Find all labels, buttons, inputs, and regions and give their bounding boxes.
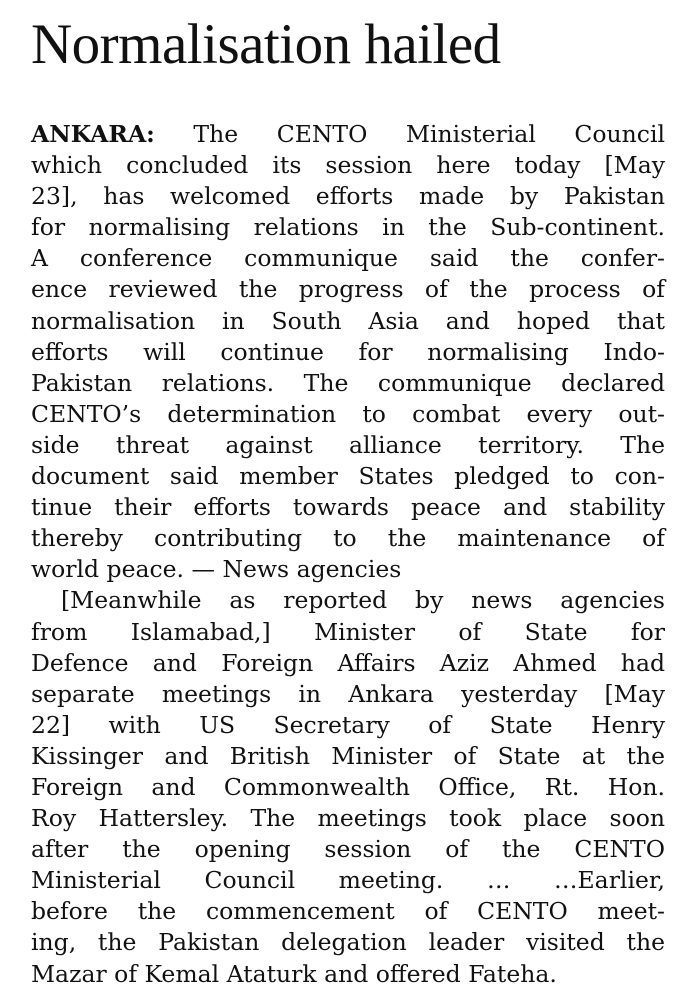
article-line: [Meanwhile as reported by news agencies [61, 586, 665, 615]
article-line: ence reviewed the progress of the process of [31, 275, 665, 304]
article-line: from Islamabad,] Minister of State for [31, 617, 665, 646]
article-line [31, 119, 665, 150]
headline: Normalisation hailed [31, 13, 501, 76]
article-line: Defence and Foreign Affairs Aziz Ahmed had [31, 648, 665, 677]
article-line-text: The CENTO Ministerial Council [154, 120, 665, 148]
article-line: efforts will continue for normalising Indo- [31, 337, 665, 366]
article-line: document said member States pledged to con- [31, 462, 665, 491]
article-line: after the opening session of the CENTO [31, 835, 665, 864]
article-line: Roy Hattersley. The meetings took place soon [31, 804, 665, 833]
article-line: normalisation in South Asia and hoped that [31, 306, 665, 335]
article-line: Ministerial Council meeting. … …Earlier, [31, 866, 665, 895]
article-line: 22] with US Secretary of State Henry [31, 710, 665, 739]
article-line: thereby contributing to the maintenance of [31, 524, 665, 553]
article-line: CENTO’s determination to combat every out- [31, 399, 665, 428]
article-body [31, 119, 665, 990]
article-line: world peace. — News agencies [31, 555, 402, 584]
article-line: A conference communique said the confer- [31, 244, 665, 273]
article-line: Pakistan relations. The communique declared [31, 368, 665, 397]
article-line: tinue their efforts towards peace and stability [31, 493, 665, 522]
article-line: separate meetings in Ankara yesterday [May [31, 679, 665, 708]
article-line: ing, the Pakistan delegation leader visited the [31, 928, 665, 957]
article-line: Mazar of Kemal Ataturk and offered Fateha. [31, 959, 557, 988]
article-line: side threat against alliance territory. The [31, 430, 665, 459]
article-line: 23], has welcomed efforts made by Pakistan [31, 182, 665, 211]
dateline: ANKARA: [31, 120, 155, 148]
article-line: Kissinger and British Minister of State at the [31, 741, 665, 770]
article-line: Foreign and Commonwealth Office, Rt. Hon. [31, 772, 665, 801]
article-line: which concluded its session here today [May [31, 151, 665, 180]
article-line: for normalising relations in the Sub-continent. [31, 213, 665, 242]
article-line: before the commencement of CENTO meet- [31, 897, 665, 926]
